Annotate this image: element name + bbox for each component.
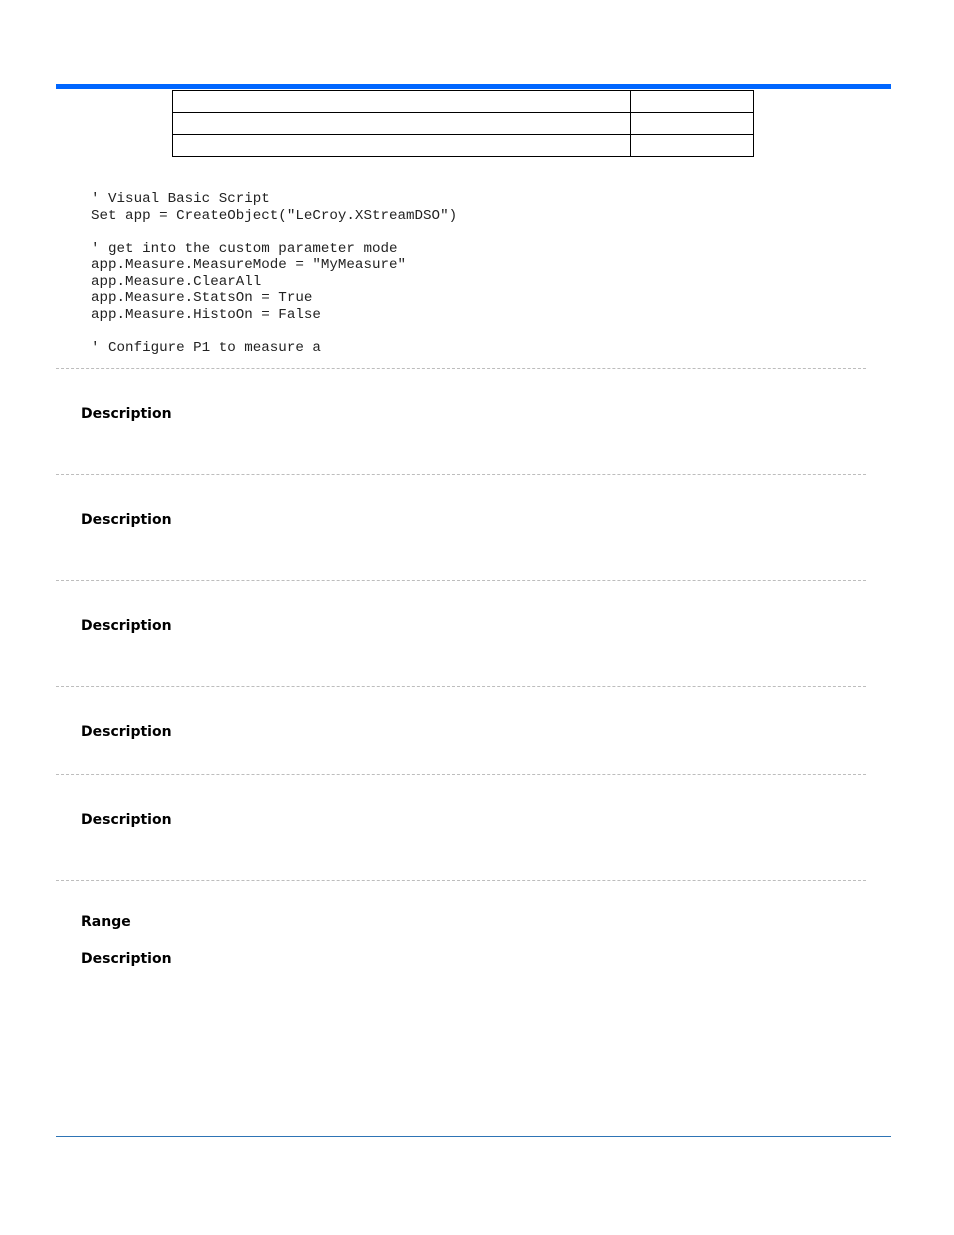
table-cell (631, 135, 754, 157)
section-heading-description: Description (81, 512, 172, 528)
table-row (173, 135, 754, 157)
header-rule (56, 84, 891, 89)
code-line: ' get into the custom parameter mode (91, 240, 398, 257)
section-heading-description: Description (81, 724, 172, 740)
code-line: app.Measure.ClearAll (91, 273, 262, 290)
section-separator (56, 474, 866, 475)
section-heading-description: Description (81, 812, 172, 828)
section-heading-description: Description (81, 618, 172, 634)
table-cell (173, 91, 631, 113)
code-line: ' Visual Basic Script (91, 191, 270, 207)
section-heading-description: Description (81, 951, 172, 967)
table-cell (173, 135, 631, 157)
code-example (91, 191, 457, 356)
table-cell (631, 91, 754, 113)
table-row (173, 91, 754, 113)
property-table (172, 90, 754, 157)
table-cell (173, 113, 631, 135)
code-line: Set app = CreateObject("LeCroy.XStreamDSO") (91, 207, 458, 224)
section-heading-description: Description (81, 406, 172, 422)
section-separator (56, 368, 866, 369)
code-line: ' Configure P1 to measure a (91, 339, 321, 356)
section-separator (56, 686, 866, 687)
code-line: app.Measure.MeasureMode = "MyMeasure" (91, 257, 407, 273)
section-heading-range: Range (81, 914, 131, 930)
section-separator (56, 580, 866, 581)
table-cell (631, 113, 754, 135)
footer-rule (56, 1136, 891, 1137)
code-line: app.Measure.StatsOn = True (91, 290, 313, 306)
table-row (173, 113, 754, 135)
code-line: app.Measure.HistoOn = False (91, 306, 321, 323)
section-separator (56, 774, 866, 775)
section-separator (56, 880, 866, 881)
